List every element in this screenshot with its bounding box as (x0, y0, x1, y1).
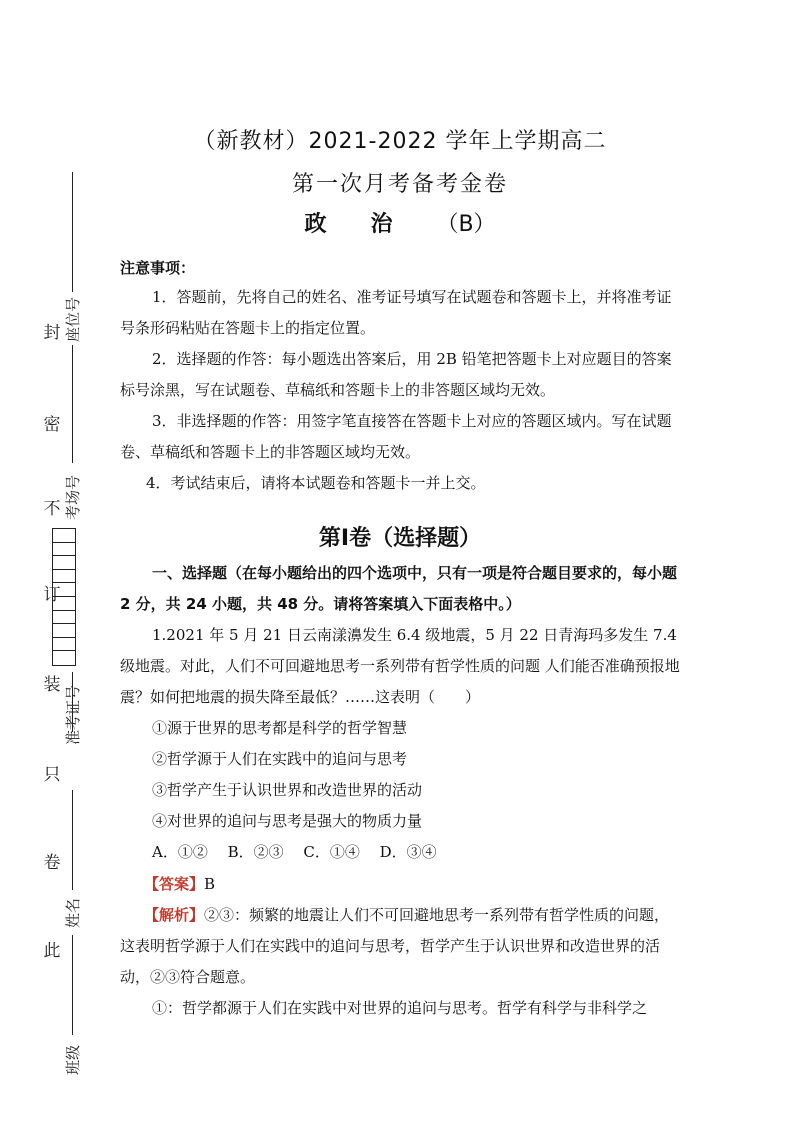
notice-item: 2．选择题的作答：每小题选出答案后，用 2B 铅笔把答题卡上对应题目的答案标号涂黑，写在试题卷、草稿纸和答题卡上的非答题区域均无效。 (120, 350, 672, 399)
binding-line (72, 790, 73, 890)
seal-char: 装 (43, 675, 61, 695)
question-choices: A．①② B．②③ C．①④ D．③④ (152, 843, 437, 861)
answer-line (120, 869, 680, 900)
analysis-paragraph-2: ①：哲学都源于人们在实践中对世界的追问与思考。哲学有科学与非科学之 (152, 999, 648, 1017)
seal-char: 封 (43, 323, 61, 343)
exam-title: （新教材）2021-2022 学年上学期高二 (193, 129, 607, 154)
seal-char: 卷 (43, 853, 61, 873)
answer-tag: 【答案】 (144, 875, 205, 893)
binding-line (72, 345, 73, 463)
section-instruction: 一、选择题（在每小题给出的四个选项中，只有一项是符合题目要求的，每小题 2 分，共 24 小题，共 48 分。请将答案填入下面表格中。） (120, 564, 678, 613)
notice-heading: 注意事项： (120, 259, 196, 277)
seal-char: 只 (43, 765, 61, 785)
seal-char: 密 (43, 415, 61, 435)
variant-label: （B） (436, 212, 496, 237)
question-option: ④对世界的追问与思考是强大的物质力量 (152, 812, 423, 830)
seat-number-label: 座位号 (64, 296, 82, 342)
subject-title (120, 207, 680, 238)
exam-room-label: 考场号 (64, 474, 82, 520)
seal-char: 订 (43, 585, 61, 605)
name-label: 姓名 (64, 897, 82, 928)
seal-char: 不 (43, 499, 61, 519)
section-title: 第Ⅰ卷（选择题） (318, 526, 482, 551)
subject-char: 政 (304, 212, 327, 237)
class-label: 班级 (64, 1044, 82, 1075)
notice-item: 3．非选择题的作答：用签字笔直接答在答题卡上对应的答题区域内。写在试题卷、草稿纸和答题卡上的非答题区域均无效。 (120, 412, 672, 461)
question-stem: 1.2021 年 5 月 21 日云南漾濞发生 6.4 级地震，5 月 22 日青海玛多发生 7.4 级地震。对此，人们不可回避地思考一系列带有哲学性质的问题 人们能否准确预报地震？如何把地震的损失降至最低？……这表明（ ） (120, 626, 680, 706)
analysis-paragraph (120, 900, 680, 993)
analysis-text: ②③：频繁的地震让人们不可回避地思考一系列带有哲学性质的问题，这表明哲学源于人们在实践中的追问与思考，哲学产生于认识世界和改造世界的活动，②③符合题意。 (120, 906, 670, 986)
subject-char: 治 (370, 212, 393, 237)
notice-item: 4．考试结束后，请将本试题卷和答题卡一并上交。 (146, 474, 486, 492)
binding-line (72, 172, 73, 292)
exam-subtitle: 第一次月考备考金卷 (291, 172, 508, 197)
notice-item: 1．答题前，先将自己的姓名、准考证号填写在试题卷和答题卡上，并将准考证号条形码粘贴在答题卡上的指定位置。 (120, 288, 672, 337)
answer-value: B (204, 875, 216, 893)
binding-line (72, 935, 73, 1035)
binding-margin (0, 0, 110, 1123)
question-option: ②哲学源于人们在实践中的追问与思考 (152, 750, 408, 768)
question-option: ①源于世界的思考都是科学的哲学智慧 (152, 719, 408, 737)
analysis-tag: 【解析】 (144, 906, 205, 924)
question-option: ③哲学产生于认识世界和改造世界的活动 (152, 781, 423, 799)
seal-char: 此 (43, 941, 61, 961)
ticket-number-label: 准考证号 (64, 684, 82, 745)
